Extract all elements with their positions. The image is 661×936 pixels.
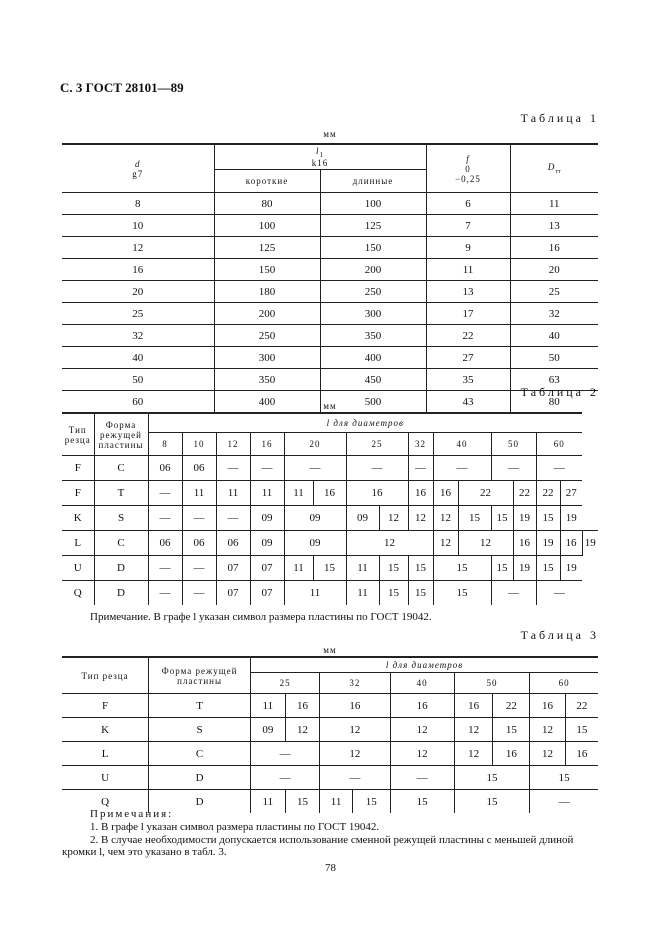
table-cell: — (491, 581, 536, 606)
table1 (62, 143, 598, 412)
t2-diam-header: 12 (216, 433, 250, 456)
page-header: С. 3 ГОСТ 28101—89 (60, 80, 184, 95)
table-cell: 12 (62, 237, 214, 259)
table-cell: 22 (426, 325, 510, 347)
table-cell: 19 (582, 531, 598, 556)
table-cell: 63 (510, 369, 598, 391)
table-cell: 11 (346, 556, 379, 581)
t3-form-cell: D (149, 790, 251, 814)
table-cell: 12 (285, 718, 320, 742)
t3-head-form: Форма режущей пластины (149, 657, 251, 694)
table-cell: 15 (454, 790, 529, 814)
table-cell: 100 (320, 193, 426, 215)
table1-caption: Таблица 1 (520, 111, 599, 125)
table-cell: — (216, 506, 250, 531)
table-row (62, 506, 598, 531)
table-cell: 15 (433, 581, 491, 606)
table-cell: 16 (530, 694, 566, 718)
table-cell: 9 (426, 237, 510, 259)
table-cell: 11 (346, 581, 379, 606)
table-cell: 06 (182, 456, 216, 481)
table-cell: 15 (491, 556, 513, 581)
table-cell: 12 (454, 718, 493, 742)
table-cell: — (148, 556, 182, 581)
t3-form-cell: С (149, 742, 251, 766)
table-cell: 12 (454, 742, 493, 766)
table-row (62, 347, 598, 369)
t3-head-l (251, 657, 599, 673)
t1-head-long: длинные (320, 170, 426, 193)
table-cell: 11 (510, 193, 598, 215)
table-cell: 15 (379, 556, 408, 581)
t3-diam-header: 60 (530, 673, 598, 694)
table-cell: 400 (214, 391, 320, 413)
table-cell: 16 (513, 531, 536, 556)
table-row (62, 766, 598, 790)
table-cell: 15 (454, 766, 529, 790)
t1-f-symbol: f (466, 153, 470, 164)
table-cell: 15 (285, 790, 320, 814)
table-cell: 12 (346, 531, 433, 556)
table-cell: 200 (320, 259, 426, 281)
table-cell: 12 (408, 506, 433, 531)
table-cell: 11 (251, 694, 286, 718)
t1-head-d (62, 144, 214, 193)
table-row (62, 281, 598, 303)
table-cell: 15 (408, 556, 433, 581)
table-cell: 06 (148, 456, 182, 481)
table-cell: 09 (250, 531, 284, 556)
table-cell: — (250, 456, 284, 481)
table-cell: 12 (390, 742, 454, 766)
t1-d-tol: g7 (132, 168, 144, 179)
t2-head-l-text: l для диаметров (326, 418, 404, 428)
table-cell: — (182, 556, 216, 581)
table-cell: 13 (426, 281, 510, 303)
t3-type-cell: K (62, 718, 149, 742)
table-cell: 7 (426, 215, 510, 237)
t2-head-form: Форма режущей пластины (94, 413, 148, 456)
table-cell: 15 (408, 581, 433, 606)
t2-type-cell: L (62, 531, 94, 556)
table-cell: 16 (493, 742, 530, 766)
t2-type-cell: F (62, 481, 94, 506)
table-cell: 450 (320, 369, 426, 391)
table-cell: 15 (313, 556, 346, 581)
table-cell: 15 (379, 581, 408, 606)
table2-caption: Таблица 2 (520, 385, 599, 399)
table-cell: — (346, 456, 408, 481)
t2-diam-header: 60 (536, 433, 582, 456)
table-cell: 60 (132, 395, 144, 408)
table-cell: 06 (216, 531, 250, 556)
table-cell: — (530, 790, 598, 814)
table-cell: 15 (433, 556, 491, 581)
table-cell: 11 (250, 481, 284, 506)
table-cell: 19 (536, 531, 560, 556)
table-cell: — (148, 581, 182, 606)
table-cell: 22 (493, 694, 530, 718)
t3-head-type: Тип резца (62, 657, 149, 694)
page-number: 78 (325, 862, 336, 874)
table-row (62, 193, 598, 215)
table-cell: — (182, 581, 216, 606)
table-cell: — (148, 506, 182, 531)
t2-type-cell: K (62, 506, 94, 531)
table3-notes-title: Примечания: (90, 808, 174, 820)
table-row (62, 581, 598, 606)
table-cell: 11 (284, 481, 313, 506)
t2-form-cell: Т (94, 481, 148, 506)
table-cell: 32 (510, 303, 598, 325)
table-cell: — (251, 766, 320, 790)
table-cell: 19 (513, 506, 536, 531)
table-cell: 09 (250, 506, 284, 531)
table-cell: — (182, 506, 216, 531)
t2-head-l (148, 413, 582, 433)
t2-diam-header: 8 (148, 433, 182, 456)
t2-diam-header: 10 (182, 433, 216, 456)
table-cell: 6 (426, 193, 510, 215)
t2-type-cell: Q (62, 581, 94, 606)
table-cell: 500 (320, 391, 426, 413)
table-cell: 09 (284, 506, 346, 531)
table-cell: 12 (379, 506, 408, 531)
table-cell: 43 (426, 391, 510, 413)
table-cell: 11 (182, 481, 216, 506)
table-cell: 100 (214, 215, 320, 237)
t3-type-cell: L (62, 742, 149, 766)
table-cell: 07 (216, 581, 250, 606)
table-cell: 16 (285, 694, 320, 718)
table-cell: 125 (320, 215, 426, 237)
table-cell: 11 (216, 481, 250, 506)
table-cell: 400 (320, 347, 426, 369)
table-cell: 06 (182, 531, 216, 556)
t2-type-cell: U (62, 556, 94, 581)
t1-f-tol2: −0,25 (455, 173, 481, 184)
t2-diam-header: 40 (433, 433, 491, 456)
table-cell: 250 (320, 281, 426, 303)
table-cell: — (491, 456, 536, 481)
table-row (62, 742, 598, 766)
table-cell: 25 (62, 303, 214, 325)
table-cell: 16 (390, 694, 454, 718)
t2-diam-header: 50 (491, 433, 536, 456)
table-row (62, 694, 598, 718)
t2-head-type: Тип резца (62, 413, 94, 456)
table-cell: 32 (62, 325, 214, 347)
table-cell: 125 (214, 237, 320, 259)
t2-form-cell: D (94, 556, 148, 581)
table-cell: 12 (433, 531, 458, 556)
table-cell: 8 (62, 193, 214, 215)
t3-type-cell: U (62, 766, 149, 790)
t3-diam-header: 40 (390, 673, 454, 694)
table-cell: 15 (536, 556, 560, 581)
table-cell: 12 (320, 718, 390, 742)
table-row (62, 237, 598, 259)
t1-l-tol: k16 (311, 158, 329, 169)
table2-units: мм (323, 401, 337, 411)
table-cell: 15 (390, 790, 454, 814)
table-cell: 22 (536, 481, 560, 506)
table2 (62, 412, 598, 605)
table-cell: 12 (390, 718, 454, 742)
t3-form-cell: Т (149, 694, 251, 718)
table3-caption: Таблица 3 (520, 628, 599, 642)
table-cell: 250 (214, 325, 320, 347)
t1-head-f (426, 144, 510, 193)
t3-head-l-text: l для диаметров (385, 660, 464, 670)
table-cell: 40 (510, 325, 598, 347)
table-cell: — (536, 581, 582, 606)
table-cell: 22 (565, 694, 598, 718)
table-cell: — (216, 456, 250, 481)
t2-form-cell: D (94, 581, 148, 606)
table-cell: 180 (214, 281, 320, 303)
table3-units: мм (323, 645, 337, 655)
table-cell: 80 (214, 193, 320, 215)
table-row (62, 481, 598, 506)
table-cell: — (433, 456, 491, 481)
t1-D-sub: тт (555, 169, 561, 176)
table-cell: 07 (250, 581, 284, 606)
table-cell: — (284, 456, 346, 481)
table-row (62, 718, 598, 742)
t3-diam-header: 32 (320, 673, 390, 694)
t3-diam-header: 25 (251, 673, 320, 694)
table-cell: 09 (284, 531, 346, 556)
table-cell: 15 (530, 766, 598, 790)
table-cell: 150 (320, 237, 426, 259)
table-row (62, 215, 598, 237)
table-cell: 12 (320, 742, 390, 766)
table-cell: 09 (346, 506, 379, 531)
table-row (62, 369, 598, 391)
table-cell: 15 (352, 790, 390, 814)
table-row (62, 456, 598, 481)
table-cell: 07 (250, 556, 284, 581)
table-cell: — (148, 481, 182, 506)
table-cell: 12 (530, 742, 566, 766)
table-row (62, 259, 598, 281)
table-cell: — (320, 766, 390, 790)
table-cell: 35 (426, 369, 510, 391)
table-cell: 300 (214, 347, 320, 369)
table-row (62, 325, 598, 347)
table-cell: 15 (536, 506, 560, 531)
table-cell: 15 (493, 718, 530, 742)
table-cell: 200 (214, 303, 320, 325)
table-cell: 16 (62, 259, 214, 281)
table-cell: 11 (284, 556, 313, 581)
t1-d-symbol: d (135, 158, 141, 169)
table-cell: 350 (214, 369, 320, 391)
table-cell: — (536, 456, 582, 481)
t3-form-cell: S (149, 718, 251, 742)
table-cell: 06 (148, 531, 182, 556)
table3-note2: 2. В случае необходимости допускается использование сменной режущей пластины с меньшей длиной кромки l, чем это указано в табл. 3. (62, 834, 574, 858)
table-cell: 27 (560, 481, 582, 506)
table-cell: 16 (433, 481, 458, 506)
table-cell: — (390, 766, 454, 790)
t2-form-cell: С (94, 456, 148, 481)
t2-form-cell: S (94, 506, 148, 531)
t3-type-cell: Q (62, 790, 149, 814)
t2-type-cell: F (62, 456, 94, 481)
table-cell: 15 (458, 506, 491, 531)
table-cell: 15 (565, 718, 598, 742)
table-cell: 13 (510, 215, 598, 237)
table-cell: 16 (454, 694, 493, 718)
table-cell: 25 (510, 281, 598, 303)
table-cell: — (251, 742, 320, 766)
t1-head-D (510, 144, 598, 193)
table-cell: 16 (565, 742, 598, 766)
table-cell: 50 (510, 347, 598, 369)
table-cell: 16 (320, 694, 390, 718)
t1-head-l (214, 144, 426, 170)
table-cell: 19 (560, 506, 582, 531)
t2-diam-header: 32 (408, 433, 433, 456)
table-cell: — (408, 456, 433, 481)
table-cell: 16 (560, 531, 582, 556)
table-cell: 350 (320, 325, 426, 347)
table-cell: 15 (491, 506, 513, 531)
table-cell: 22 (458, 481, 513, 506)
t1-f-tol1: 0 (465, 163, 471, 174)
table3-note1: 1. В графе l указан символ размера пластины по ГОСТ 19042. (90, 821, 380, 833)
table-cell: 19 (513, 556, 536, 581)
t3-type-cell: F (62, 694, 149, 718)
table-cell: 16 (510, 237, 598, 259)
table-cell: 16 (313, 481, 346, 506)
table-cell: 22 (513, 481, 536, 506)
t1-l-sub: 1 (319, 150, 324, 159)
table-cell: 09 (251, 718, 286, 742)
table-cell: 16 (408, 481, 433, 506)
table-cell: 11 (251, 790, 286, 814)
t1-l-symbol: l (315, 145, 320, 156)
t2-form-cell: С (94, 531, 148, 556)
table-cell: 27 (426, 347, 510, 369)
table-cell: 11 (426, 259, 510, 281)
table-cell: 40 (62, 347, 214, 369)
t3-form-cell: D (149, 766, 251, 790)
t2-diam-header: 16 (250, 433, 284, 456)
t1-head-short: короткие (214, 170, 320, 193)
table-cell: 11 (320, 790, 353, 814)
table-cell: 12 (530, 718, 566, 742)
table-cell: 17 (426, 303, 510, 325)
table-row (62, 531, 598, 556)
table2-note: Примечание. В графе l указан символ размера пластины по ГОСТ 19042. (90, 611, 432, 623)
t2-diam-header: 20 (284, 433, 346, 456)
t1-D-symbol: D (547, 162, 556, 173)
table-cell: 20 (62, 281, 214, 303)
table-row (62, 556, 598, 581)
table-cell: 20 (510, 259, 598, 281)
table1-units: мм (323, 129, 337, 139)
t2-diam-header: 25 (346, 433, 408, 456)
table-cell: 80 (510, 391, 598, 413)
table-cell: 07 (216, 556, 250, 581)
table-row (62, 303, 598, 325)
table3 (62, 656, 598, 813)
table-cell: 10 (62, 215, 214, 237)
t3-diam-header: 50 (454, 673, 529, 694)
table-cell: 11 (284, 581, 346, 606)
table-cell: 300 (320, 303, 426, 325)
table-cell: 19 (560, 556, 582, 581)
table-cell: 12 (458, 531, 513, 556)
table-cell: 150 (214, 259, 320, 281)
table-cell: 50 (62, 369, 214, 391)
table-cell: 16 (346, 481, 408, 506)
table-cell: 12 (433, 506, 458, 531)
